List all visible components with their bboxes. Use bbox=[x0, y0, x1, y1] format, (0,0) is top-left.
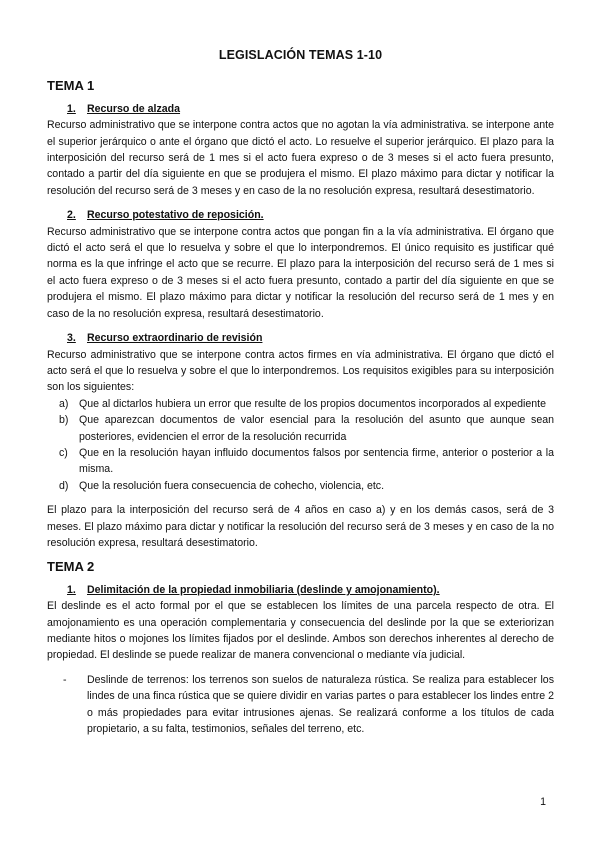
section-title: Recurso de alzada bbox=[87, 102, 181, 115]
section-number: 1. bbox=[67, 583, 76, 596]
section-heading bbox=[47, 101, 554, 117]
document-page bbox=[47, 47, 554, 737]
section-paragraph: Recurso administrativo que se interpone contra actos que no agotan la vía administrativa. se interpone ante el superior jerárquico o ante el órgano que dictó el acto. Lo resuelve el superior jerárquico. El plazo para la interposición del recurso será de 1 mes si el acto fuera expreso o de 3 meses si el acto fuera presunto, contado a partir del día siguiente en que se produjera el mismo. El plazo máximo para dictar y notificar la resolución del recurso será de 3 meses y en caso de la no resolución expresa, resultará desestimatorio. bbox=[47, 119, 554, 197]
section-heading bbox=[47, 330, 554, 346]
section-paragraph: El deslinde es el acto formal por el que se establecen los límites de una parcela respecto de otra. El amojonamiento es una operación complementaria y consecuencia del deslinde por la que se exteriorizan mediante hitos o mojones los límites fijados por el deslinde. Ambos son derechos inherentes al derecho de propiedad. El deslinde se puede realizar de manera convencional o mediante vía judicial. bbox=[47, 600, 554, 662]
list-item-text: Deslinde de terrenos: los terrenos son suelos de naturaleza rústica. Se realiza para establecer los lindes de una finca rústica que se quiere dividir en varias partes o para establecer los lindes entre 2 o más propiedades para evitar intrusiones ajenas. Se realizará conforme a los títulos de cada propietario, a su falta, testimonios, señales del terreno, etc. bbox=[87, 673, 554, 736]
list-item-text: Que aparezcan documentos de valor esencial para la resolución del asunto que aunque sean posteriores, evidencien el error de la resolución recurrida bbox=[79, 414, 554, 443]
list-marker: d) bbox=[59, 479, 69, 492]
list-marker: a) bbox=[59, 397, 69, 410]
section-heading bbox=[47, 207, 554, 223]
section-paragraph: Recurso administrativo que se interpone contra actos firmes en vía administrativa. El órgano que dictó el acto será el que lo resuelva y sobre el que lo interpondremos. Los requisitos exigibles para su interposición son los siguientes: bbox=[47, 348, 554, 394]
page-number: 1 bbox=[540, 796, 546, 808]
section-number: 1. bbox=[67, 102, 76, 115]
tema-1-heading: TEMA 1 bbox=[47, 78, 95, 94]
list-item bbox=[47, 445, 554, 478]
list-item-text: Que en la resolución hayan influido documentos falsos por sentencia firme, anterior o posterior a la misma. bbox=[79, 446, 554, 476]
section-title: Recurso potestativo de reposición. bbox=[87, 209, 264, 222]
list-item bbox=[47, 672, 554, 738]
section-title: Recurso extraordinario de revisión bbox=[87, 332, 263, 345]
requirements-list bbox=[47, 396, 554, 494]
closing-paragraph: El plazo para la interposición del recurso será de 4 años en caso a) y en los demás casos, será de 3 meses. El plazo máximo para dictar y notificar la resolución del recurso será de 3 meses y en caso de la no resolución expresa, resultará desestimatorio. bbox=[47, 504, 554, 549]
list-item bbox=[47, 396, 554, 412]
list-marker: c) bbox=[59, 446, 68, 459]
list-item-text: Que al dictarlos hubiera un error que resulte de los propios documentos incorporados al expediente bbox=[79, 397, 546, 410]
document-title: LEGISLACIÓN TEMAS 1-10 bbox=[218, 48, 383, 62]
tema-2-heading: TEMA 2 bbox=[47, 559, 95, 575]
section-number: 3. bbox=[67, 332, 76, 345]
list-item bbox=[47, 412, 554, 445]
section-title: Delimitación de la propiedad inmobiliaria (deslinde y amojonamiento). bbox=[87, 583, 440, 596]
section-number: 2. bbox=[67, 209, 76, 222]
list-item-text: Que la resolución fuera consecuencia de cohecho, violencia, etc. bbox=[79, 479, 385, 492]
list-marker: b) bbox=[59, 414, 69, 427]
section-heading bbox=[47, 582, 554, 598]
deslinde-list bbox=[47, 672, 554, 738]
list-item bbox=[47, 478, 554, 494]
list-marker: - bbox=[63, 673, 67, 686]
section-paragraph: Recurso administrativo que se interpone contra actos que pongan fin a la vía administrativa. El órgano que dictó el acto será el que lo resuelva y sobre el que lo interpondremos. El único requisito es justificar qué norma es la que infringe el acto que se recurre. El plazo para la interposición del recurso será de 1 mes si el acto fuera expreso o de 3 meses si el acto fuera presunto, contado a partir del día siguiente en que se produjera el mismo. El plazo máximo para dictar y notificar la resolución del recurso será de 1 mes y en caso de la no resolución expresa, resultará desestimatorio. bbox=[47, 225, 554, 320]
